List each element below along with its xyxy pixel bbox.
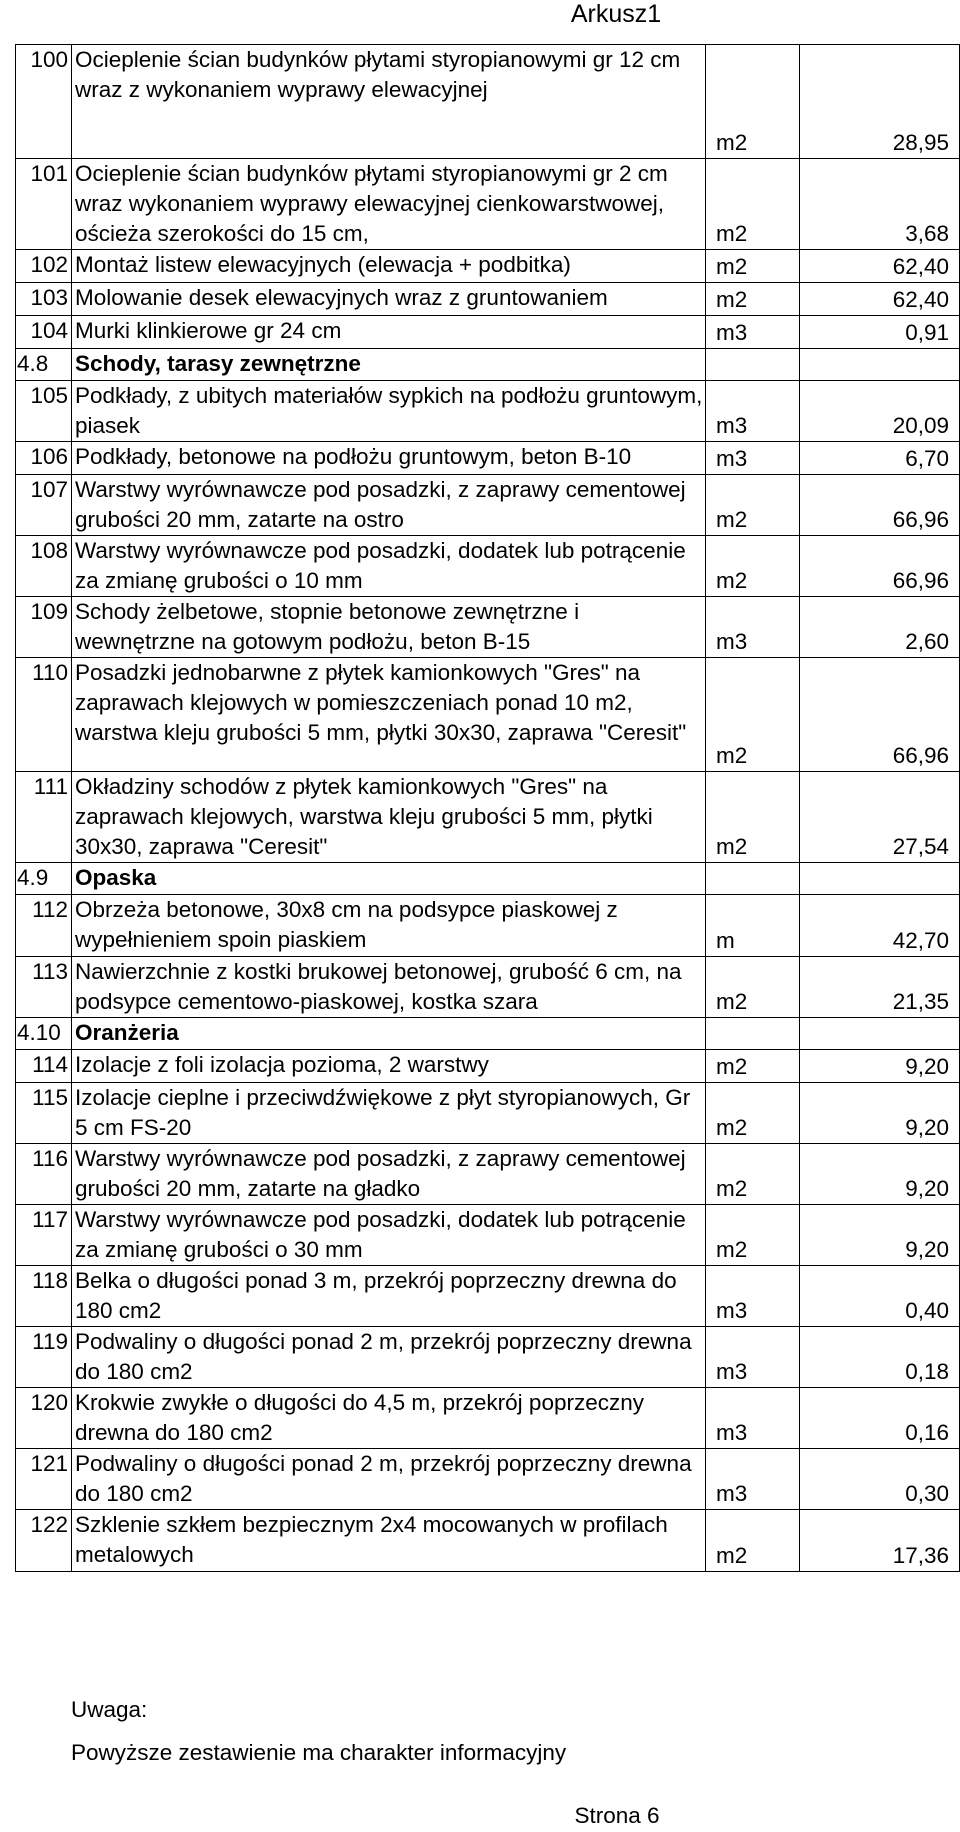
item-unit <box>706 1018 800 1050</box>
item-unit: m3 <box>706 597 800 658</box>
item-unit: m3 <box>706 381 800 442</box>
item-quantity <box>800 349 960 381</box>
table-row <box>16 381 960 442</box>
table-row <box>16 957 960 1018</box>
item-unit: m3 <box>706 442 800 475</box>
table-row <box>16 250 960 283</box>
item-number: 100 <box>16 45 72 159</box>
table-row <box>16 475 960 536</box>
item-quantity: 28,95 <box>800 45 960 159</box>
item-quantity: 0,40 <box>800 1266 960 1327</box>
section-row <box>16 863 960 895</box>
item-description: Schody żelbetowe, stopnie betonowe zewnętrzne i wewnętrzne na gotowym podłożu, beton B-15 <box>72 597 706 658</box>
item-number: 108 <box>16 536 72 597</box>
item-number: 4.8 <box>16 349 72 381</box>
item-unit: m <box>706 895 800 957</box>
item-quantity: 17,36 <box>800 1510 960 1572</box>
item-unit <box>706 349 800 381</box>
table-row <box>16 895 960 957</box>
item-quantity: 9,20 <box>800 1083 960 1144</box>
item-quantity: 3,68 <box>800 159 960 250</box>
section-row <box>16 1018 960 1050</box>
table-row <box>16 1050 960 1083</box>
item-number: 107 <box>16 475 72 536</box>
item-description: Krokwie zwykłe o długości do 4,5 m, przekrój poprzeczny drewna do 180 cm2 <box>72 1388 706 1449</box>
item-unit <box>706 863 800 895</box>
item-number: 4.10 <box>16 1018 72 1050</box>
item-quantity: 0,16 <box>800 1388 960 1449</box>
item-description: Izolacje z foli izolacja pozioma, 2 warstwy <box>72 1050 706 1083</box>
item-description: Schody, tarasy zewnętrzne <box>72 349 706 381</box>
item-quantity <box>800 1018 960 1050</box>
section-row <box>16 349 960 381</box>
item-unit: m2 <box>706 283 800 316</box>
item-description: Warstwy wyrównawcze pod posadzki, z zaprawy cementowej grubości 20 mm, zatarte na ostro <box>72 475 706 536</box>
table-row <box>16 1266 960 1327</box>
note-text: Powyższe zestawienie ma charakter informacyjny <box>71 1740 567 1765</box>
item-number: 102 <box>16 250 72 283</box>
item-quantity: 9,20 <box>800 1050 960 1083</box>
item-description: Posadzki jednobarwne z płytek kamionkowych "Gres" na zaprawach klejowych w pomieszczeniach ponad 10 m2, warstwa kleju grubości 5 mm, płytki 30x30, zaprawa "Ceresit" <box>72 658 706 772</box>
item-quantity: 66,96 <box>800 658 960 772</box>
item-number: 111 <box>16 772 72 863</box>
item-description: Belka o długości ponad 3 m, przekrój poprzeczny drewna do 180 cm2 <box>72 1266 706 1327</box>
item-description: Montaż listew elewacyjnych (elewacja + podbitka) <box>72 250 706 283</box>
item-quantity: 66,96 <box>800 536 960 597</box>
item-number: 118 <box>16 1266 72 1327</box>
item-description: Opaska <box>72 863 706 895</box>
item-description: Szklenie szkłem bezpiecznym 2x4 mocowanych w profilach metalowych <box>72 1510 706 1572</box>
item-description: Podkłady, betonowe na podłożu gruntowym, beton B-10 <box>72 442 706 475</box>
item-quantity <box>800 863 960 895</box>
table-row <box>16 316 960 349</box>
item-number: 117 <box>16 1205 72 1266</box>
item-quantity: 6,70 <box>800 442 960 475</box>
table-row <box>16 536 960 597</box>
item-number: 109 <box>16 597 72 658</box>
table-row <box>16 1449 960 1510</box>
item-description: Ocieplenie ścian budynków płytami styropianowymi gr 2 cm wraz wykonaniem wyprawy elewacyjnej cienkowarstwowej, ościeża szerokości do 15 cm, <box>72 159 706 250</box>
item-quantity: 62,40 <box>800 283 960 316</box>
item-description: Podwaliny o długości ponad 2 m, przekrój poprzeczny drewna do 180 cm2 <box>72 1327 706 1388</box>
item-number: 103 <box>16 283 72 316</box>
item-unit: m3 <box>706 1388 800 1449</box>
table-row <box>16 45 960 159</box>
item-number: 116 <box>16 1144 72 1205</box>
item-description: Warstwy wyrównawcze pod posadzki, z zaprawy cementowej grubości 20 mm, zatarte na gładko <box>72 1144 706 1205</box>
item-unit: m2 <box>706 1510 800 1572</box>
item-number: 112 <box>16 895 72 957</box>
item-unit: m2 <box>706 772 800 863</box>
item-description: Obrzeża betonowe, 30x8 cm na podsypce piaskowej z wypełnieniem spoin piaskiem <box>72 895 706 957</box>
table-row <box>16 442 960 475</box>
item-unit: m2 <box>706 45 800 159</box>
table-row <box>16 1205 960 1266</box>
table-row <box>16 597 960 658</box>
item-unit: m2 <box>706 658 800 772</box>
item-number: 114 <box>16 1050 72 1083</box>
item-quantity: 27,54 <box>800 772 960 863</box>
table-row <box>16 283 960 316</box>
item-unit: m2 <box>706 1144 800 1205</box>
item-quantity: 20,09 <box>800 381 960 442</box>
item-quantity: 62,40 <box>800 250 960 283</box>
item-unit: m2 <box>706 250 800 283</box>
item-unit: m3 <box>706 1327 800 1388</box>
table-row <box>16 1144 960 1205</box>
item-quantity: 9,20 <box>800 1144 960 1205</box>
item-description: Okładziny schodów z płytek kamionkowych "Gres" na zaprawach klejowych, warstwa kleju grubości 5 mm, płytki 30x30, zaprawa "Ceresit" <box>72 772 706 863</box>
item-quantity: 9,20 <box>800 1205 960 1266</box>
table-row <box>16 1388 960 1449</box>
item-description: Nawierzchnie z kostki brukowej betonowej, grubość 6 cm, na podsypce cementowo-piaskowej, kostka szara <box>72 957 706 1018</box>
item-unit: m2 <box>706 475 800 536</box>
item-number: 101 <box>16 159 72 250</box>
table-row <box>16 772 960 863</box>
item-number: 115 <box>16 1083 72 1144</box>
item-number: 121 <box>16 1449 72 1510</box>
item-description: Warstwy wyrównawcze pod posadzki, dodatek lub potrącenie za zmianę grubości o 30 mm <box>72 1205 706 1266</box>
item-quantity: 21,35 <box>800 957 960 1018</box>
item-number: 4.9 <box>16 863 72 895</box>
item-description: Ocieplenie ścian budynków płytami styropianowymi gr 12 cm wraz z wykonaniem wyprawy elewacyjnej <box>72 45 706 159</box>
table-row <box>16 159 960 250</box>
page-number: Strona 6 <box>574 1803 660 1828</box>
item-description: Murki klinkierowe gr 24 cm <box>72 316 706 349</box>
item-unit: m3 <box>706 1266 800 1327</box>
item-number: 122 <box>16 1510 72 1572</box>
item-description: Izolacje cieplne i przeciwdźwiękowe z płyt styropianowych, Gr 5 cm FS-20 <box>72 1083 706 1144</box>
item-unit: m2 <box>706 1050 800 1083</box>
item-number: 119 <box>16 1327 72 1388</box>
item-quantity: 42,70 <box>800 895 960 957</box>
item-unit: m2 <box>706 159 800 250</box>
item-number: 105 <box>16 381 72 442</box>
item-description: Oranżeria <box>72 1018 706 1050</box>
item-quantity: 0,30 <box>800 1449 960 1510</box>
table-row <box>16 658 960 772</box>
table-row <box>16 1327 960 1388</box>
item-unit: m2 <box>706 957 800 1018</box>
table-row <box>16 1510 960 1572</box>
item-number: 113 <box>16 957 72 1018</box>
item-quantity: 66,96 <box>800 475 960 536</box>
item-quantity: 0,91 <box>800 316 960 349</box>
item-unit: m2 <box>706 1083 800 1144</box>
item-description: Molowanie desek elewacyjnych wraz z gruntowaniem <box>72 283 706 316</box>
item-quantity: 0,18 <box>800 1327 960 1388</box>
item-description: Podkłady, z ubitych materiałów sypkich na podłożu gruntowym, piasek <box>72 381 706 442</box>
item-unit: m2 <box>706 1205 800 1266</box>
table-row <box>16 1083 960 1144</box>
cost-estimate-table <box>15 44 960 1572</box>
item-unit: m3 <box>706 316 800 349</box>
note-label: Uwaga: <box>71 1697 148 1722</box>
item-unit: m3 <box>706 1449 800 1510</box>
table-body <box>16 45 960 1572</box>
item-quantity: 2,60 <box>800 597 960 658</box>
item-number: 120 <box>16 1388 72 1449</box>
item-description: Warstwy wyrównawcze pod posadzki, dodatek lub potrącenie za zmianę grubości o 10 mm <box>72 536 706 597</box>
item-number: 110 <box>16 658 72 772</box>
sheet-name: Arkusz1 <box>570 0 662 28</box>
item-number: 104 <box>16 316 72 349</box>
item-number: 106 <box>16 442 72 475</box>
item-description: Podwaliny o długości ponad 2 m, przekrój poprzeczny drewna do 180 cm2 <box>72 1449 706 1510</box>
item-unit: m2 <box>706 536 800 597</box>
